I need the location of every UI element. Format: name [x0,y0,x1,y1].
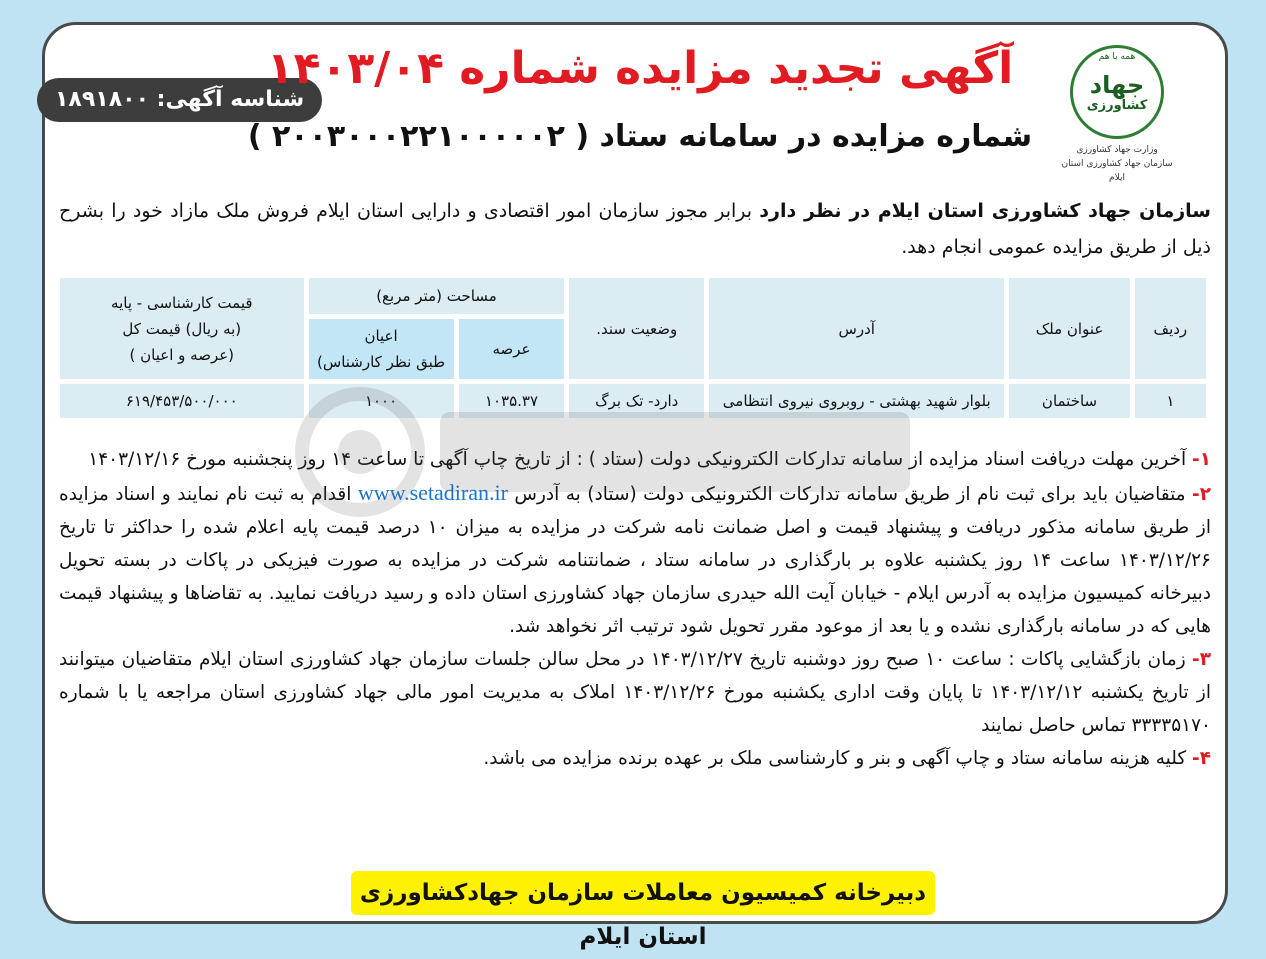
footer-banner: دبیرخانه کمیسیون معاملات سازمان جهادکشاورزی استان ایلام [351,871,935,915]
clause-4-text: کلیه هزینه سامانه ستاد و چاپ آگهی و بنر و کارشناسی ملک بر عهده برنده مزایده می باشد. [483,748,1193,769]
header-building-line-1: اعیان [364,327,398,345]
table-row [60,384,1206,418]
notice-frame [42,22,1228,950]
clause-4-number: ۴- [1192,748,1211,769]
clause-1-number: ۱- [1192,449,1211,470]
header-building-area [309,319,454,379]
header-address: آدرس [709,278,1004,379]
ad-id-badge: شناسه آگهی: ۱۸۹۱۸۰۰ [37,78,322,122]
logo-caption-ministry: وزارت جهاد کشاورزی [1076,145,1158,155]
clause-3-number: ۳- [1192,649,1211,670]
property-table [55,273,1211,423]
logo-top-text: همه با هم [1098,52,1136,62]
header-land-area: عرصه [459,319,565,379]
logo-caption-org: سازمان جهاد کشاورزی استان ایلام [1061,159,1173,183]
clause-4 [59,742,1211,775]
header-price-line-3: (عرصه و اعیان ) [129,345,235,364]
auction-number: شماره مزایده در سامانه ستاد ( ۲۰۰۳۰۰۰۲۲۱۰۰۰۰۰۲ ) [247,119,1033,154]
cell-land-area: ۱۰۳۵.۳۷ [459,384,565,418]
cell-row-number: ۱ [1135,384,1206,418]
clause-1 [59,443,1211,476]
header-building-line-2: طبق نظر کارشناس) [317,353,446,371]
cell-address: بلوار شهید بهشتی - روبروی نیروی انتظامی [709,384,1004,418]
header-price-line-2: (به ریال) قیمت کل [122,319,242,338]
logo-emblem [1070,45,1164,139]
header-area: مساحت (متر مربع) [309,278,565,314]
clause-2-number: ۲- [1192,484,1211,505]
logo-caption [1057,143,1177,185]
clauses-list [59,443,1211,775]
clause-1-text: آخرین مهلت دریافت اسناد مزایده از سامانه تدارکات الکترونیکی دولت (ستاد ) : از تاریخ چاپ آگهی تا ساعت ۱۴ روز پنجشنبه مورخ ۱۴۰۳/۱۲/۱۶ [88,449,1193,470]
setadiran-link[interactable]: www.setadiran.ir [357,480,508,505]
cell-doc-status: دارد- تک برگ [569,384,704,418]
cell-price: ۶۱۹/۴۵۳/۵۰۰/۰۰۰ [60,384,304,418]
clause-2 [59,476,1211,643]
header-doc-status: وضعیت سند. [569,278,704,379]
header-price-line-1: قیمت کارشناسی - پایه [111,293,253,312]
organization-logo [1057,45,1177,195]
table-header-row [60,278,1206,314]
logo-main-text: جهاد [1089,70,1145,99]
clause-2-text-a: متقاضیان باید برای ثبت نام از طریق سامانه تدارکات الکترونیکی دولت (ستاد) به آدرس [507,484,1193,505]
notice-title: آگهی تجدید مزایده شماره ۱۴۰۳/۰۴ [266,43,1014,94]
intro-rest: برابر مجوز سازمان امور اقتصادی و دارایی استان ایلام فروش ملک مازاد خود را بشرح ذیل از طریق مزایده عمومی انجام دهد. [59,200,1211,258]
logo-sub-text: کشاورزی [1086,97,1148,113]
cell-building-area: ۱۰۰۰ [309,384,454,418]
intro-paragraph [59,193,1211,265]
cell-property-title: ساختمان [1009,384,1129,418]
clause-3-text: زمان بازگشایی پاکات : ساعت ۱۰ صبح روز دوشنبه تاریخ ۱۴۰۳/۱۲/۲۷ در محل سالن جلسات سازمان جهاد کشاورزی استان ایلام متقاضیان میتوانند از تاریخ یکشنبه ۱۴۰۳/۱۲/۱۲ تا پایان وقت اداری یکشنبه مورخ ۱۴۰۳/۱۲/۲۶ املاک به مدیریت امور مالی جهاد کشاورزی استان مراجعه یا با شماره ۳۳۳۳۵۱۷۰ تماس حاصل نمایند [59,649,1211,736]
intro-bold: سازمان جهاد کشاورزی استان ایلام در نظر دارد [759,200,1211,222]
header-property-title: عنوان ملک [1009,278,1129,379]
clause-2-text-b: اقدام به ثبت نام نمایند و اسناد مزایده از طریق سامانه مذکور دریافت و پیشنهاد قیمت و اصل ضمانت نامه شرکت در مزایده به میزان ۱۰ درصد قیمت پایه اعلام شده را حداکثر تا تاریخ ۱۴۰۳/۱۲/۲۶ ساعت ۱۴ روز یکشنبه علاوه بر بارگذاری در سامانه ستاد ، ضمانتنامه شرکت در مزایده به صورت فیزیکی در پاکات در بسته تحویل دبیرخانه کمیسیون مزایده به آدرس ایلام - خیابان آیت الله حیدری سازمان جهاد کشاورزی استان داده و رسید دریافت نمایید. به تقاضاها و پیشنهاد قیمت هایی که در سامانه بارگذاری نشده و یا بعد از موعود مقرر تحویل شود ترتیب اثر نخواهد شد. [59,484,1211,637]
header-row-number: ردیف [1135,278,1206,379]
header-price [60,278,304,379]
clause-3 [59,643,1211,742]
